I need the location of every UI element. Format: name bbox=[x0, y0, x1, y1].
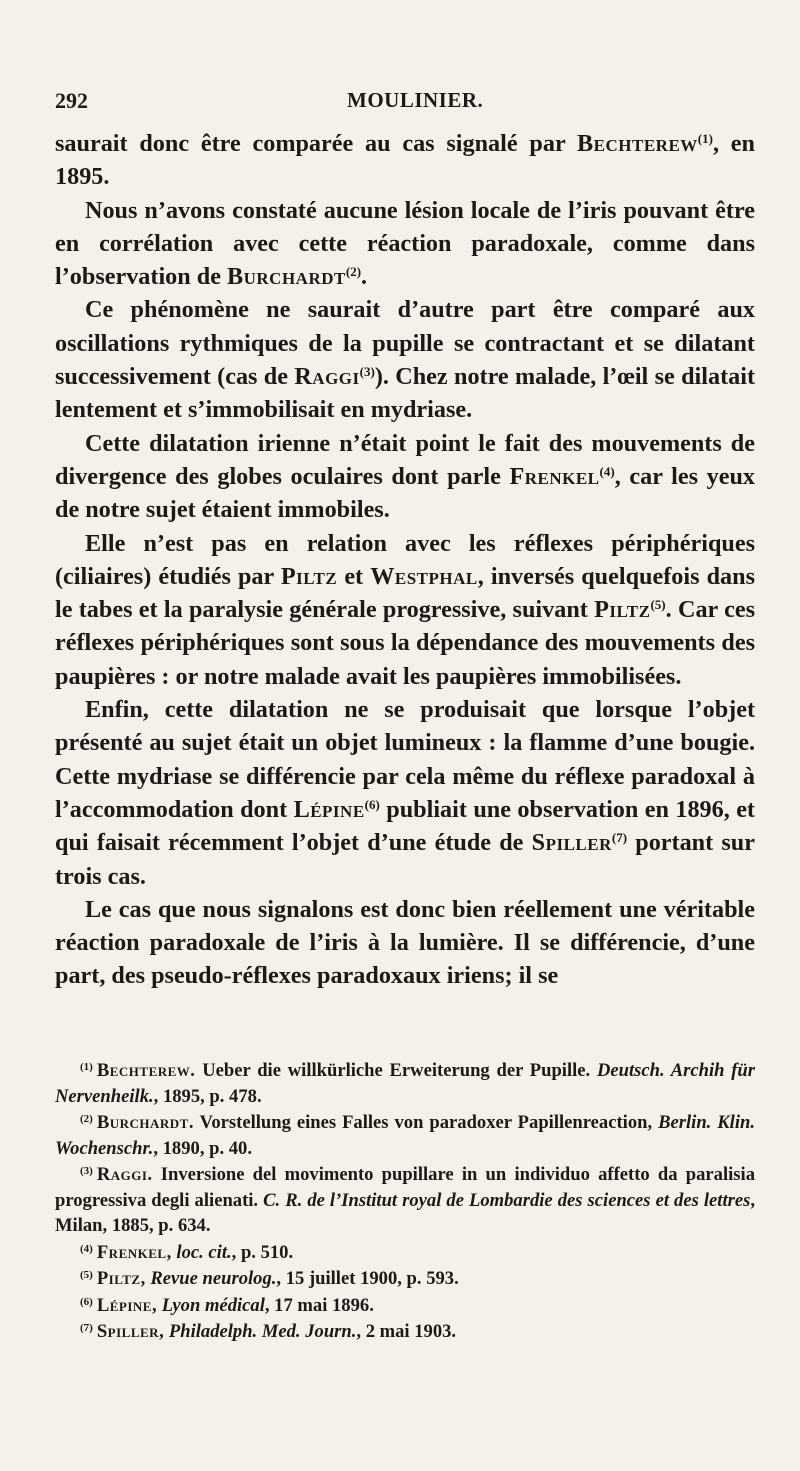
footnote-mark: (7) bbox=[80, 1322, 93, 1334]
text-run: , en 1895. bbox=[55, 130, 755, 191]
footnote-text: Ueber die willkürliche Erweiterung der Pupille. bbox=[195, 1060, 597, 1081]
text-run: . Car ces réflexes périphériques sont sous la dépendance des mouvements des paupières : or notre malade avait les paupières immobilisées. bbox=[55, 596, 755, 690]
paragraph-4 bbox=[55, 427, 755, 527]
footnote-journal: Lyon médical bbox=[161, 1294, 265, 1316]
text-run: , car les yeux de notre sujet étaient immobiles. bbox=[55, 462, 755, 524]
text-run: Nous n’avons constaté aucune lésion locale de l’iris pouvant être en corrélation avec cette réaction paradoxale, comme dans l’observation de bbox=[55, 196, 755, 291]
footnote-ref-text: , p. 510. bbox=[231, 1241, 294, 1263]
author-name: Westphal bbox=[370, 562, 478, 590]
text-run: Enfin, cette dilatation ne se produisait que lorsque l’objet présenté au sujet était un objet lumineux : la flamme d’une bougie. Cette mydriase se différencie par cela même du réflexe paradoxal à l’accommodation dont bbox=[55, 696, 755, 823]
paragraph-7 bbox=[55, 893, 755, 993]
footnote-ref-text: , 17 mai 1896. bbox=[264, 1294, 374, 1316]
footnote-1 bbox=[55, 1058, 755, 1109]
page-number: 292 bbox=[55, 88, 88, 113]
footnote-journal: Berlin. Klin. Wochenschr. bbox=[55, 1112, 755, 1159]
footnote-text: Inversione del movimento pupillare in un individuo affetto da paralisia progressiva degli alienati. bbox=[55, 1164, 755, 1211]
footnote-ref: (5) bbox=[650, 597, 666, 613]
text-run: . bbox=[361, 263, 368, 291]
footnote-ref: (1) bbox=[697, 131, 713, 146]
footnote-ref: (3) bbox=[359, 364, 375, 380]
footnote-mark: (6) bbox=[80, 1295, 93, 1308]
footnote-ref-text: , 2 mai 1903. bbox=[356, 1321, 457, 1342]
footnote-journal: Revue neurolog. bbox=[150, 1268, 277, 1289]
footnote-author: Spiller, bbox=[96, 1321, 165, 1342]
paragraph-3 bbox=[55, 293, 755, 426]
author-name: Lépine bbox=[293, 795, 365, 823]
author-name: Spiller bbox=[531, 829, 612, 857]
text-run: portant sur trois cas. bbox=[55, 829, 755, 890]
paragraph-5 bbox=[55, 527, 755, 693]
footnote-text: Vorstellung eines Falles von paradoxer Papillenreaction, bbox=[194, 1112, 659, 1133]
footnote-author: Burchardt. bbox=[96, 1112, 194, 1133]
footnote-mark: (1) bbox=[80, 1061, 93, 1073]
text-run: Le cas que nous signalons est donc bien réellement une véritable réaction paradoxale de l’iris à la lumière. Il se différencie, d’une part, des pseudo-réflexes paradoxaux iriens; il se bbox=[55, 895, 755, 990]
page-header bbox=[55, 88, 755, 118]
footnote-5 bbox=[55, 1266, 755, 1292]
footnote-ref: (4) bbox=[599, 463, 615, 479]
footnote-author: Raggi. bbox=[96, 1164, 153, 1185]
author-name: Raggi bbox=[294, 363, 360, 391]
text-run: saurait donc être comparée au cas signalé par bbox=[55, 130, 578, 157]
footnotes bbox=[55, 1058, 755, 1346]
paragraph-1 bbox=[55, 127, 755, 194]
paragraph-2 bbox=[55, 194, 755, 294]
footnote-mark: (3) bbox=[80, 1165, 93, 1177]
footnote-6 bbox=[55, 1293, 755, 1319]
footnote-journal: Deutsch. Archih für Nervenheilk. bbox=[55, 1060, 756, 1107]
footnote-author: Piltz, bbox=[96, 1268, 146, 1289]
text-run: Ce phénomène ne saurait d’autre part être comparé aux oscillations rythmiques de la pupille se contractant et se dilatant successivement (cas de bbox=[55, 296, 755, 391]
text-run: Elle n’est pas en relation avec les réflexes périphériques (ciliaires) étudiés par bbox=[55, 529, 755, 590]
text-run: Cette dilatation irienne n’était point le fait des mouvements de divergence des globes oculaires dont parle bbox=[55, 429, 755, 490]
footnote-ref-text: , 1895, p. 478. bbox=[153, 1085, 262, 1107]
footnote-ref-text: , 1890, p. 40. bbox=[153, 1137, 252, 1159]
footnote-journal: C. R. de l’Institut royal de Lombardie des sciences et des lettres bbox=[263, 1189, 751, 1211]
footnote-ref: (6) bbox=[364, 796, 380, 812]
author-name: Burchardt bbox=[227, 263, 346, 291]
footnote-mark: (4) bbox=[80, 1242, 93, 1255]
author-name: Frenkel bbox=[509, 462, 600, 490]
paragraph-6 bbox=[55, 693, 755, 893]
footnote-ref: (7) bbox=[611, 830, 628, 846]
author-name: Piltz bbox=[280, 562, 338, 590]
footnote-author: Lépine, bbox=[96, 1294, 158, 1316]
author-name: Bechterew bbox=[577, 130, 698, 157]
text-run: , inversés quelquefois dans le tabes et la paralysie générale progressive, suivant bbox=[55, 562, 755, 624]
footnote-7 bbox=[55, 1319, 755, 1345]
author-name: Piltz bbox=[594, 596, 651, 624]
footnote-mark: (2) bbox=[80, 1113, 93, 1125]
text-run: et bbox=[337, 562, 371, 590]
footnote-journal: loc. cit. bbox=[176, 1241, 232, 1263]
footnote-mark: (5) bbox=[80, 1269, 93, 1281]
footnote-4 bbox=[55, 1240, 755, 1266]
footnote-ref-text: , Milan, 1885, p. 634. bbox=[55, 1189, 756, 1236]
text-run: ). Chez notre malade, l’œil se dilatait lentement et s’immobilisait en mydriase. bbox=[55, 363, 756, 424]
footnote-3 bbox=[55, 1162, 755, 1239]
footnote-journal: Philadelph. Med. Journ. bbox=[168, 1321, 357, 1342]
running-head: MOULINIER. bbox=[347, 88, 484, 112]
footnote-ref: (2) bbox=[345, 264, 362, 280]
body-text bbox=[55, 127, 755, 993]
text-run: publiait une observation en 1896, et qui faisait récemment l’objet d’une étude de bbox=[55, 795, 755, 857]
footnote-2 bbox=[55, 1110, 755, 1161]
footnote-author: Frenkel, bbox=[96, 1241, 172, 1263]
footnote-ref-text: , 15 juillet 1900, p. 593. bbox=[276, 1268, 459, 1289]
footnote-author: Bechterew. bbox=[96, 1060, 196, 1081]
